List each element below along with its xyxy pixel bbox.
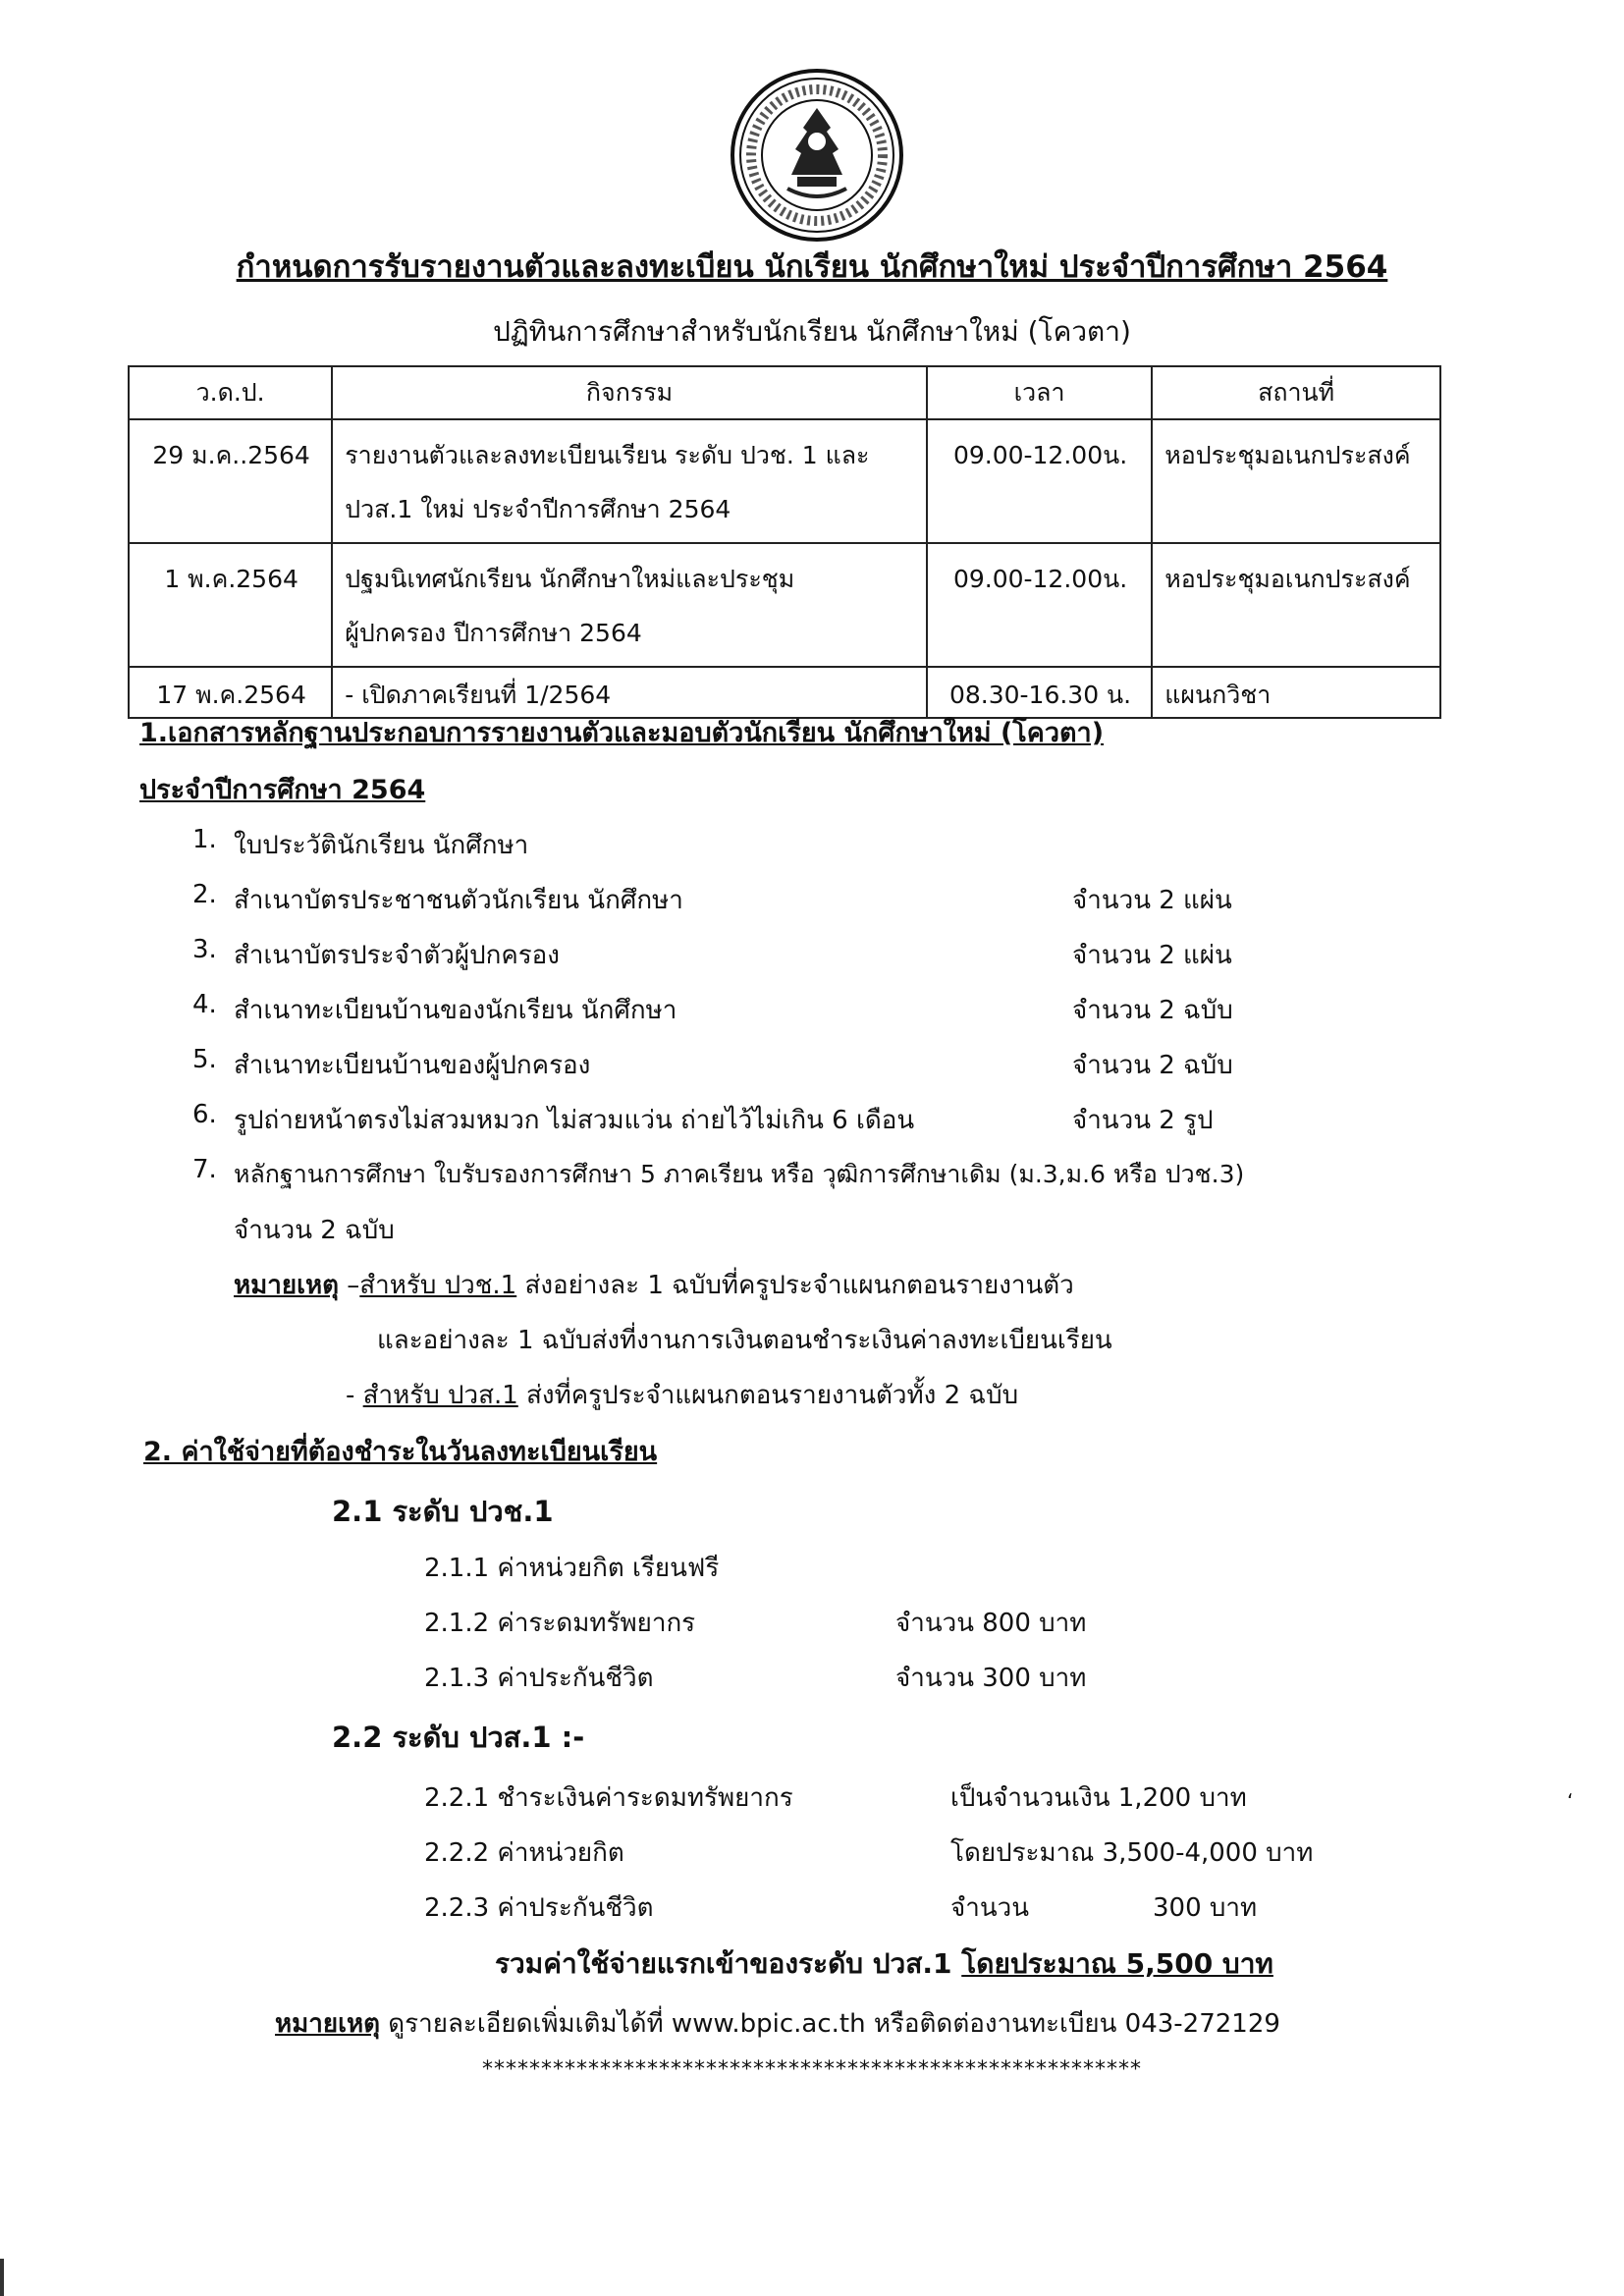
fee-item: 2.2.3 ค่าประกันชีวิต xyxy=(424,1893,654,1923)
table-row xyxy=(129,543,1440,667)
total-cost-label: รวมค่าใช้จ่ายแรกเข้าของระดับ ปวส.1 xyxy=(495,1947,962,1980)
total-cost xyxy=(495,1942,1273,1986)
footer-note xyxy=(275,2003,1280,2044)
list-item: รูปถ่ายหน้าตรงไม่สวมหมวก ไม่สวมแว่น ถ่ายไว้ไม่เกิน 6 เดือน xyxy=(234,1106,915,1135)
fee-item: 2.1.1 ค่าหน่วยกิต เรียนฟรี xyxy=(424,1554,720,1583)
note-dash: - xyxy=(346,1381,363,1410)
fee-item: 2.1.3 ค่าประกันชีวิต xyxy=(424,1664,654,1693)
college-seal-icon xyxy=(729,67,905,244)
list-item: หลักฐานการศึกษา ใบรับรองการศึกษา 5 ภาคเรียน หรือ วุฒิการศึกษาเดิม (ม.3,ม.6 หรือ ปวช.3) xyxy=(234,1160,1245,1188)
list-item: ใบประวัตินักเรียน นักศึกษา xyxy=(234,831,529,860)
activity-cell xyxy=(332,543,927,667)
scan-mark: ʻ xyxy=(1567,1789,1574,1813)
list-item: สำเนาบัตรประชาชนตัวนักเรียน นักศึกษา xyxy=(234,886,683,915)
note-dash: – xyxy=(339,1271,360,1300)
note-for-pvc: สำหรับ ปวช.1 xyxy=(359,1271,517,1300)
time-cell: 09.00-12.00น. xyxy=(927,543,1152,667)
list-item: สำเนาทะเบียนบ้านของผู้ปกครอง xyxy=(234,1051,591,1080)
fee-amount: จำนวน 800 บาท xyxy=(895,1609,1087,1638)
activity-line: ปฐมนิเทศนักเรียน นักศึกษาใหม่และประชุม xyxy=(345,565,795,593)
activity-line: รายงานตัวและลงทะเบียนเรียน ระดับ ปวช. 1 และ xyxy=(345,441,870,469)
document-subtitle: ปฏิทินการศึกษาสำหรับนักเรียน นักศึกษาใหม่ (โควตา) xyxy=(493,315,1131,348)
place-cell: หอประชุมอเนกประสงค์ xyxy=(1152,419,1440,543)
place-cell: หอประชุมอเนกประสงค์ xyxy=(1152,543,1440,667)
date-cell: 17 พ.ค.2564 xyxy=(129,667,332,718)
list-item: สำเนาทะเบียนบ้านของนักเรียน นักศึกษา xyxy=(234,996,677,1025)
table-row xyxy=(129,419,1440,543)
place-cell: แผนกวิชา xyxy=(1152,667,1440,718)
list-item-number: 5. xyxy=(192,1045,217,1074)
activity-line: ปวส.1 ใหม่ ประจำปีการศึกษา 2564 xyxy=(345,495,731,523)
time-cell: 09.00-12.00น. xyxy=(927,419,1152,543)
note-label: หมายเหตุ xyxy=(234,1271,340,1300)
list-item-number: 7. xyxy=(192,1155,217,1184)
section2-heading: 2. ค่าใช้จ่ายที่ต้องชำระในวันลงทะเบียนเรียน xyxy=(143,1437,658,1467)
list-item: สำเนาบัตรประจำตัวผู้ปกครอง xyxy=(234,941,560,970)
section1-heading: 1.เอกสารหลักฐานประกอบการรายงานตัวและมอบตัวนักเรียน นักศึกษาใหม่ (โควตา) xyxy=(139,718,1105,748)
column-header-date: ว.ด.ป. xyxy=(129,366,332,419)
fee-amount-label: จำนวน xyxy=(950,1893,1029,1923)
table-header-row xyxy=(129,366,1440,419)
fee-amount: เป็นจำนวนเงิน 1,200 บาท xyxy=(950,1783,1247,1813)
fee-amount: จำนวน 300 บาท xyxy=(895,1664,1087,1693)
fee-item: 2.1.2 ค่าระดมทรัพยากร xyxy=(424,1609,696,1638)
footer-note-text: ดูรายละเอียดเพิ่มเติมได้ที่ www.bpic.ac.th หรือติดต่องานทะเบียน 043-272129 xyxy=(380,2009,1280,2039)
hvc-fee-title: 2.2 ระดับ ปวส.1 :- xyxy=(332,1721,585,1754)
note-hvc-text: ส่งที่ครูประจำแผนกตอนรายงานตัวทั้ง 2 ฉบับ xyxy=(517,1381,1019,1410)
date-cell: 29 ม.ค..2564 xyxy=(129,419,332,543)
list-item-number: 2. xyxy=(192,880,217,909)
fee-item: 2.2.1 ชำระเงินค่าระดมทรัพยากร xyxy=(424,1783,793,1813)
activity-cell: - เปิดภาคเรียนที่ 1/2564 xyxy=(332,667,927,718)
column-header-place: สถานที่ xyxy=(1152,366,1440,419)
list-item-quantity: จำนวน 2 รูป xyxy=(1072,1106,1214,1135)
list-item-quantity: จำนวน 2 ฉบับ xyxy=(1072,1051,1233,1080)
note-line-2: และอย่างละ 1 ฉบับส่งที่งานการเงินตอนชำระเงินค่าลงทะเบียนเรียน xyxy=(377,1326,1112,1355)
scan-edge-mark xyxy=(0,2259,4,2296)
list-item-number: 6. xyxy=(192,1100,217,1129)
list-item-number: 4. xyxy=(192,990,217,1019)
list-item-number: 3. xyxy=(192,935,217,964)
list-item-quantity: จำนวน 2 แผ่น xyxy=(1072,886,1232,915)
footer-note-label: หมายเหตุ xyxy=(275,2009,381,2039)
fee-item: 2.2.2 ค่าหน่วยกิต xyxy=(424,1838,624,1868)
note-line-1 xyxy=(234,1265,1074,1305)
total-cost-value: โดยประมาณ 5,500 บาท xyxy=(961,1947,1273,1980)
pvc-fee-title: 2.1 ระดับ ปวช.1 xyxy=(332,1495,554,1528)
activity-cell xyxy=(332,419,927,543)
list-item-continuation: จำนวน 2 ฉบับ xyxy=(234,1216,395,1245)
list-item-number: 1. xyxy=(192,825,217,854)
time-cell: 08.30-16.30 น. xyxy=(927,667,1152,718)
list-item-quantity: จำนวน 2 แผ่น xyxy=(1072,941,1232,970)
note-pvc-text: ส่งอย่างละ 1 ฉบับที่ครูประจำแผนกตอนรายงานตัว xyxy=(516,1271,1074,1300)
column-header-activity: กิจกรรม xyxy=(332,366,927,419)
fee-amount: 300 บาท xyxy=(1153,1893,1258,1923)
list-item-quantity: จำนวน 2 ฉบับ xyxy=(1072,996,1233,1025)
document-title: กำหนดการรับรายงานตัวและลงทะเบียน นักเรียน นักศึกษาใหม่ ประจำปีการศึกษา 2564 xyxy=(236,249,1388,285)
column-header-time: เวลา xyxy=(927,366,1152,419)
activity-line: ผู้ปกครอง ปีการศึกษา 2564 xyxy=(345,619,642,647)
fee-amount: โดยประมาณ 3,500-4,000 บาท xyxy=(950,1838,1314,1868)
note-for-hvc: สำหรับ ปวส.1 xyxy=(362,1381,518,1410)
date-cell: 1 พ.ค.2564 xyxy=(129,543,332,667)
divider-stars: ******************************************************** xyxy=(482,2057,1142,2082)
note-line-3 xyxy=(346,1375,1018,1415)
schedule-table xyxy=(128,365,1441,719)
section1-heading-cont: ประจำปีการศึกษา 2564 xyxy=(139,775,426,805)
